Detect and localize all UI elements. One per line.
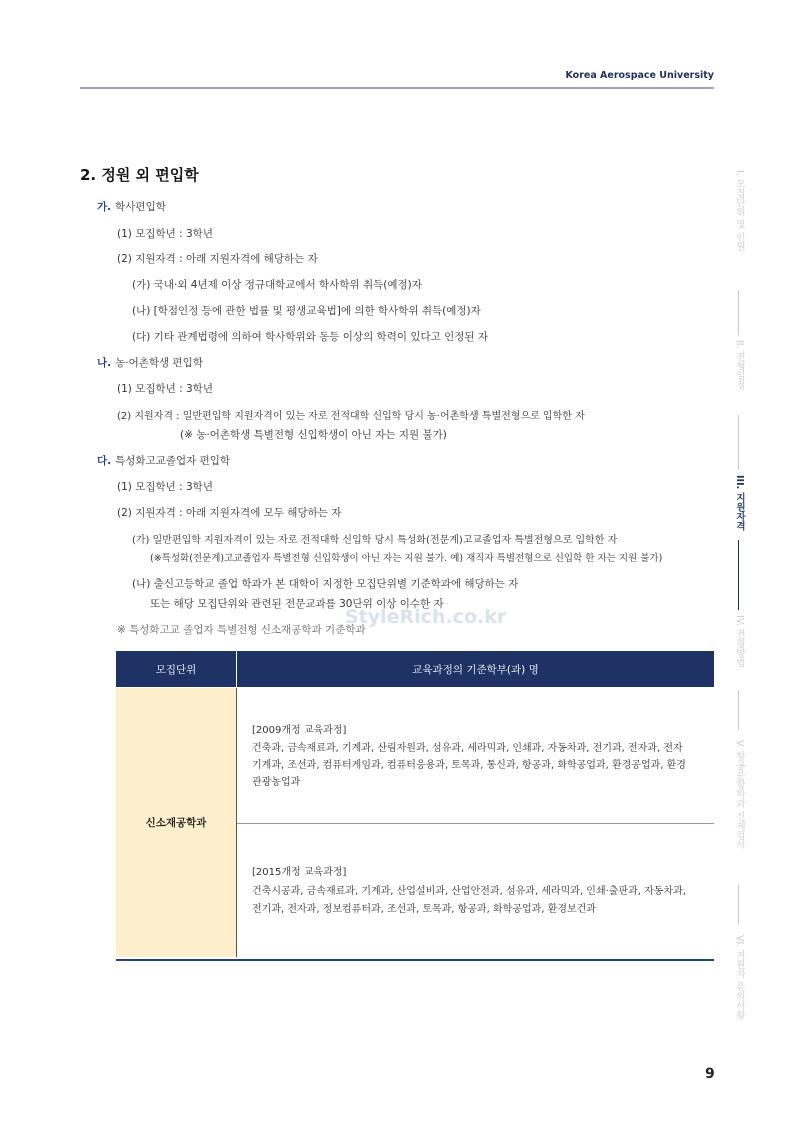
side-nav-label: I. 모집단위 및 인원 [734, 170, 745, 252]
subsection-title-b [97, 355, 203, 370]
curriculum-2015-line: 건축시공과, 금속재료과, 기계과, 산업설비과, 산업안전과, 섬유과, 세라믹과, 인쇄·출판과, 자동차과, [252, 886, 686, 897]
curriculum-2009-title: [2009개정 교육과정] [252, 725, 347, 736]
side-nav-label: III. 지원자격 [734, 475, 745, 531]
text-line: (1) 모집학년 : 3학년 [117, 228, 213, 240]
side-nav-item-1[interactable] [724, 170, 754, 280]
text-line: (나) [학점인정 등에 관한 법률 및 평생교육법]에 의한 학사학위 취득(예정)자 [132, 305, 481, 317]
text-line: (2) 지원자격 : 일반편입학 지원자격이 있는 자로 전적대학 신입학 당시 농·어촌학생 특별전형으로 입학한 자 [117, 411, 585, 422]
curriculum-2009-line: 건축과, 금속재료과, 기계과, 산림자원과, 섬유과, 세라믹과, 인쇄과, 자동차과, 전기과, 전자과, 전자 [252, 743, 683, 754]
text-line: (가) 일반편입학 지원자격이 있는 자로 전적대학 신입학 당시 특성화(전문계)고교졸업자 특별전형으로 입학한 자 [132, 535, 618, 546]
text-line: (다) 기타 관계법령에 의하여 학사학위와 동등 이상의 학력이 있다고 인정된 자 [132, 331, 489, 343]
curriculum-2015-title: [2015개정 교육과정] [252, 867, 347, 878]
watermark: StyleRich.co.kr [345, 606, 507, 628]
text-line: (2) 지원자격 : 아래 지원자격에 모두 해당하는 자 [117, 507, 342, 519]
section-title: 2. 정원 외 편입학 [80, 166, 199, 184]
subsection-label: 특성화고교졸업자 편입학 [115, 455, 231, 467]
side-nav-divider [738, 415, 739, 470]
side-nav-item-6[interactable] [724, 935, 754, 1045]
side-nav-label: VI. 지원자 유의사항 [734, 935, 745, 1020]
side-nav-divider [738, 540, 739, 610]
side-nav-label: V. 항공운항학과 신체검사 [734, 740, 745, 850]
criteria-table [116, 651, 714, 961]
subsection-title-a [97, 199, 166, 214]
subsection-title-c [97, 453, 230, 468]
side-nav-item-2[interactable] [724, 340, 754, 410]
text-line: (1) 모집학년 : 3학년 [117, 383, 213, 395]
table-row-divider [237, 823, 714, 824]
subsection-label: 농·어촌학생 편입학 [115, 357, 203, 369]
side-nav-divider [738, 885, 739, 925]
table-note: ※ 특성화고교 졸업자 특별전형 신소재공학과 기준학과 [117, 624, 366, 636]
table-header-departments: 교육과정의 기준학부(과) 명 [237, 651, 714, 687]
side-nav-item-4[interactable] [724, 615, 754, 685]
side-nav-item-5[interactable] [724, 740, 754, 875]
subsection-mark: 가. [97, 201, 112, 213]
text-line: 또는 해당 모집단위와 관련된 전문교과를 30단위 이상 이수한 자 [150, 598, 444, 610]
subsection-mark: 다. [97, 455, 112, 467]
table-header-unit: 모집단위 [116, 651, 236, 687]
header-rule [80, 87, 714, 89]
text-line: (1) 모집학년 : 3학년 [117, 481, 213, 493]
curriculum-2009-line: 기계과, 조선과, 컴퓨터게임과, 컴퓨터응용과, 토목과, 통신과, 항공과, 화학공업과, 환경공업과, 환경 [252, 760, 686, 771]
subsection-mark: 나. [97, 357, 112, 369]
side-nav-item-3[interactable] [724, 475, 754, 535]
page-number: 9 [705, 1066, 715, 1082]
curriculum-2009-line: 관광농업과 [252, 777, 301, 788]
curriculum-2015-line: 전기과, 전자과, 정보컴퓨터과, 조선과, 토목과, 항공과, 화학공업과, 환경보건과 [252, 904, 596, 915]
side-nav-label: II. 전형일정 [734, 340, 745, 390]
text-line: (가) 국내·외 4년제 이상 정규대학교에서 학사학위 취득(예정)자 [132, 279, 422, 291]
text-line: (2) 지원자격 : 아래 지원자격에 해당하는 자 [117, 253, 318, 265]
table-cell-unit: 신소재공학과 [116, 688, 236, 957]
text-line: (나) 출신고등학교 졸업 학과가 본 대학이 지정한 모집단위별 기준학과에 해당하는 자 [132, 578, 519, 590]
header-brand: Korea Aerospace University [565, 70, 714, 81]
side-nav [724, 150, 754, 1050]
side-nav-divider [738, 290, 739, 335]
subsection-label: 학사편입학 [115, 201, 166, 213]
side-nav-label: IV. 전형방법 [734, 615, 745, 668]
text-line: (※ 농·어촌학생 특별전형 신입학생이 아닌 자는 지원 불가) [180, 429, 447, 441]
side-nav-divider [738, 690, 739, 730]
text-line: (※특성화(전문계)고교졸업자 특별전형 신입학생이 아닌 자는 지원 불가. 예) 재직자 특별전형으로 신입학 한 자는 지원 불가) [150, 553, 663, 564]
